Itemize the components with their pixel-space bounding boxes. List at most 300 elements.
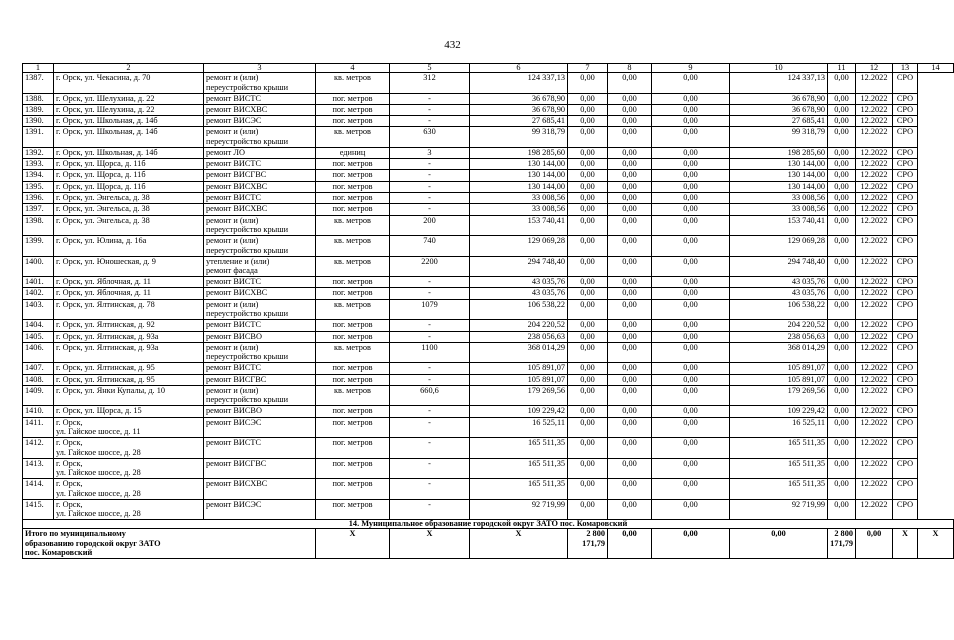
total-cost-cell: 109 229,42 bbox=[470, 406, 568, 417]
total-cell: 0,00 bbox=[608, 529, 652, 559]
completion-date-cell: 12.2022 bbox=[856, 499, 893, 520]
unit-cell: пог. метров bbox=[316, 277, 390, 288]
value-cell: 0,00 bbox=[828, 374, 856, 385]
quantity-cell: - bbox=[390, 204, 470, 215]
value-cell: 130 144,00 bbox=[730, 181, 828, 192]
row-number: 1407. bbox=[23, 363, 54, 374]
value-cell: 0,00 bbox=[568, 288, 608, 299]
row-number: 1412. bbox=[23, 438, 54, 459]
row-number: 1395. bbox=[23, 181, 54, 192]
unit-cell: пог. метров bbox=[316, 458, 390, 479]
quantity-cell: - bbox=[390, 406, 470, 417]
value-cell: 0,00 bbox=[568, 406, 608, 417]
column-number-cell: 10 bbox=[730, 64, 828, 73]
completion-date-cell: 12.2022 bbox=[856, 159, 893, 170]
value-cell: 0,00 bbox=[652, 406, 730, 417]
completion-date-cell: 12.2022 bbox=[856, 479, 893, 500]
unit-cell: кв. метров bbox=[316, 256, 390, 277]
value-cell: 0,00 bbox=[608, 159, 652, 170]
method-cell: СРО bbox=[893, 417, 918, 438]
value-cell: 0,00 bbox=[608, 215, 652, 236]
total-cost-cell: 204 220,52 bbox=[470, 320, 568, 331]
completion-date-cell: 12.2022 bbox=[856, 215, 893, 236]
value-cell: 0,00 bbox=[828, 93, 856, 104]
address-cell: г. Орск, ул. Юношеская, д. 9 bbox=[54, 256, 204, 277]
completion-date-cell: 12.2022 bbox=[856, 236, 893, 257]
value-cell: 0,00 bbox=[568, 417, 608, 438]
value-cell: 0,00 bbox=[568, 342, 608, 363]
table-row bbox=[23, 193, 954, 204]
table-row bbox=[23, 256, 954, 277]
column-number-cell: 13 bbox=[893, 64, 918, 73]
method-cell: СРО bbox=[893, 277, 918, 288]
address-cell: г. Орск, ул. Школьная, д. 14б bbox=[54, 147, 204, 158]
total-cost-cell: 105 891,07 bbox=[470, 374, 568, 385]
work-type-cell: ремонт ВИСГВС bbox=[204, 458, 316, 479]
quantity-cell: - bbox=[390, 288, 470, 299]
value-cell: 0,00 bbox=[828, 181, 856, 192]
unit-cell: пог. метров bbox=[316, 116, 390, 127]
value-cell: 0,00 bbox=[652, 374, 730, 385]
value-cell: 43 035,76 bbox=[730, 277, 828, 288]
value-cell: 0,00 bbox=[608, 93, 652, 104]
completion-date-cell: 12.2022 bbox=[856, 363, 893, 374]
total-cost-cell: 129 069,28 bbox=[470, 236, 568, 257]
column-number-cell: 2 bbox=[54, 64, 204, 73]
method-cell: СРО bbox=[893, 479, 918, 500]
column-number-row bbox=[23, 64, 954, 73]
value-cell: 109 229,42 bbox=[730, 406, 828, 417]
quantity-cell: - bbox=[390, 331, 470, 342]
address-cell: г. Орск, ул. Гайское шоссе, д. 28 bbox=[54, 499, 204, 520]
row-number: 1405. bbox=[23, 331, 54, 342]
value-cell: 0,00 bbox=[608, 499, 652, 520]
value-cell: 36 678,90 bbox=[730, 93, 828, 104]
table-row bbox=[23, 277, 954, 288]
unit-cell: кв. метров bbox=[316, 299, 390, 320]
completion-date-cell: 12.2022 bbox=[856, 288, 893, 299]
work-type-cell: ремонт ВИСГВС bbox=[204, 374, 316, 385]
total-cost-cell: 105 891,07 bbox=[470, 363, 568, 374]
value-cell: 0,00 bbox=[568, 236, 608, 257]
value-cell: 0,00 bbox=[568, 147, 608, 158]
total-cost-cell: 33 008,56 bbox=[470, 204, 568, 215]
column-number-cell: 5 bbox=[390, 64, 470, 73]
value-cell: 0,00 bbox=[828, 299, 856, 320]
work-type-cell: ремонт и (или) переустройство крыши bbox=[204, 385, 316, 406]
completion-date-cell: 12.2022 bbox=[856, 73, 893, 94]
work-type-cell: ремонт и (или) переустройство крыши bbox=[204, 127, 316, 148]
address-cell: г. Орск, ул. Шелухина, д. 22 bbox=[54, 104, 204, 115]
section-title-row bbox=[23, 520, 954, 529]
value-cell: 0,00 bbox=[608, 288, 652, 299]
row-number: 1411. bbox=[23, 417, 54, 438]
unit-cell: пог. метров bbox=[316, 331, 390, 342]
method-cell: СРО bbox=[893, 104, 918, 115]
method-cell: СРО bbox=[893, 342, 918, 363]
value-cell: 0,00 bbox=[828, 458, 856, 479]
completion-date-cell: 12.2022 bbox=[856, 104, 893, 115]
work-type-cell: ремонт ВИСТС bbox=[204, 277, 316, 288]
table-row bbox=[23, 374, 954, 385]
total-cost-cell: 43 035,76 bbox=[470, 277, 568, 288]
value-cell: 0,00 bbox=[608, 417, 652, 438]
value-cell: 0,00 bbox=[652, 73, 730, 94]
value-cell: 179 269,56 bbox=[730, 385, 828, 406]
value-cell: 294 748,40 bbox=[730, 256, 828, 277]
work-type-cell: ремонт и (или) переустройство крыши bbox=[204, 236, 316, 257]
total-cell: 0,00 bbox=[730, 529, 828, 559]
quantity-cell: - bbox=[390, 277, 470, 288]
total-cost-cell: 179 269,56 bbox=[470, 385, 568, 406]
address-cell: г. Орск, ул. Энгельса, д. 38 bbox=[54, 204, 204, 215]
value-cell: 0,00 bbox=[608, 299, 652, 320]
method-cell: СРО bbox=[893, 116, 918, 127]
row-number: 1401. bbox=[23, 277, 54, 288]
value-cell: 0,00 bbox=[568, 479, 608, 500]
unit-cell: пог. метров bbox=[316, 417, 390, 438]
quantity-cell: 1100 bbox=[390, 342, 470, 363]
work-type-cell: утепление и (или) ремонт фасада bbox=[204, 256, 316, 277]
table-row bbox=[23, 104, 954, 115]
value-cell: 99 318,79 bbox=[730, 127, 828, 148]
total-row bbox=[23, 529, 954, 559]
table-row bbox=[23, 204, 954, 215]
value-cell: 0,00 bbox=[652, 147, 730, 158]
table-row bbox=[23, 127, 954, 148]
table-row bbox=[23, 331, 954, 342]
method-cell: СРО bbox=[893, 147, 918, 158]
value-cell: 0,00 bbox=[828, 417, 856, 438]
method-cell: СРО bbox=[893, 385, 918, 406]
value-cell: 0,00 bbox=[608, 73, 652, 94]
unit-cell: кв. метров bbox=[316, 236, 390, 257]
work-type-cell: ремонт и (или) переустройство крыши bbox=[204, 299, 316, 320]
quantity-cell: - bbox=[390, 499, 470, 520]
value-cell: 0,00 bbox=[828, 159, 856, 170]
completion-date-cell: 12.2022 bbox=[856, 331, 893, 342]
total-cost-cell: 165 511,35 bbox=[470, 458, 568, 479]
quantity-cell: - bbox=[390, 320, 470, 331]
section-title: 14. Муниципальное образование городской округ ЗАТО пос. Комаровский bbox=[23, 520, 954, 529]
unit-cell: кв. метров bbox=[316, 342, 390, 363]
value-cell: 0,00 bbox=[608, 320, 652, 331]
address-cell: г. Орск, ул. Гайское шоссе, д. 28 bbox=[54, 479, 204, 500]
unit-cell: пог. метров bbox=[316, 170, 390, 181]
value-cell: 0,00 bbox=[828, 331, 856, 342]
table-row bbox=[23, 479, 954, 500]
value-cell: 129 069,28 bbox=[730, 236, 828, 257]
method-cell: СРО bbox=[893, 406, 918, 417]
value-cell: 198 285,60 bbox=[730, 147, 828, 158]
value-cell: 0,00 bbox=[608, 127, 652, 148]
quantity-cell: - bbox=[390, 181, 470, 192]
value-cell: 0,00 bbox=[608, 104, 652, 115]
value-cell: 238 056,63 bbox=[730, 331, 828, 342]
address-cell: г. Орск, ул. Энгельса, д. 38 bbox=[54, 215, 204, 236]
value-cell: 0,00 bbox=[608, 479, 652, 500]
value-cell: 33 008,56 bbox=[730, 193, 828, 204]
total-cost-cell: 198 285,60 bbox=[470, 147, 568, 158]
table-row bbox=[23, 458, 954, 479]
quantity-cell: 1079 bbox=[390, 299, 470, 320]
total-cost-cell: 16 525,11 bbox=[470, 417, 568, 438]
value-cell: 0,00 bbox=[828, 236, 856, 257]
completion-date-cell: 12.2022 bbox=[856, 320, 893, 331]
row-number: 1399. bbox=[23, 236, 54, 257]
quantity-cell: - bbox=[390, 116, 470, 127]
total-cost-cell: 165 511,35 bbox=[470, 479, 568, 500]
completion-date-cell: 12.2022 bbox=[856, 342, 893, 363]
value-cell: 0,00 bbox=[608, 406, 652, 417]
table-row bbox=[23, 159, 954, 170]
work-type-cell: ремонт ВИСВО bbox=[204, 406, 316, 417]
address-cell: г. Орск, ул. Щорса, д. 11б bbox=[54, 170, 204, 181]
total-cell: X bbox=[390, 529, 470, 559]
total-cost-cell: 165 511,35 bbox=[470, 438, 568, 459]
address-cell: г. Орск, ул. Гайское шоссе, д. 28 bbox=[54, 438, 204, 459]
method-cell: СРО bbox=[893, 320, 918, 331]
value-cell: 0,00 bbox=[568, 499, 608, 520]
value-cell: 0,00 bbox=[568, 320, 608, 331]
address-cell: г. Орск, ул. Яблочная, д. 11 bbox=[54, 288, 204, 299]
repair-program-table bbox=[22, 63, 954, 559]
value-cell: 0,00 bbox=[828, 288, 856, 299]
total-cell: 2 800 171,79 bbox=[568, 529, 608, 559]
unit-cell: пог. метров bbox=[316, 181, 390, 192]
value-cell: 0,00 bbox=[608, 193, 652, 204]
total-cost-cell: 27 685,41 bbox=[470, 116, 568, 127]
quantity-cell: - bbox=[390, 193, 470, 204]
value-cell: 0,00 bbox=[828, 170, 856, 181]
table-row bbox=[23, 147, 954, 158]
work-type-cell: ремонт ВИСЭС bbox=[204, 116, 316, 127]
value-cell: 0,00 bbox=[652, 499, 730, 520]
value-cell: 0,00 bbox=[608, 116, 652, 127]
quantity-cell: - bbox=[390, 417, 470, 438]
completion-date-cell: 12.2022 bbox=[856, 193, 893, 204]
unit-cell: пог. метров bbox=[316, 320, 390, 331]
completion-date-cell: 12.2022 bbox=[856, 438, 893, 459]
method-cell: СРО bbox=[893, 374, 918, 385]
completion-date-cell: 12.2022 bbox=[856, 147, 893, 158]
value-cell: 0,00 bbox=[568, 277, 608, 288]
value-cell: 0,00 bbox=[568, 299, 608, 320]
row-number: 1387. bbox=[23, 73, 54, 94]
value-cell: 16 525,11 bbox=[730, 417, 828, 438]
row-number: 1400. bbox=[23, 256, 54, 277]
completion-date-cell: 12.2022 bbox=[856, 385, 893, 406]
quantity-cell: - bbox=[390, 104, 470, 115]
value-cell: 0,00 bbox=[608, 331, 652, 342]
value-cell: 0,00 bbox=[568, 215, 608, 236]
total-cost-cell: 43 035,76 bbox=[470, 288, 568, 299]
value-cell: 0,00 bbox=[568, 256, 608, 277]
value-cell: 0,00 bbox=[608, 458, 652, 479]
unit-cell: пог. метров bbox=[316, 104, 390, 115]
total-cell: X bbox=[918, 529, 954, 559]
value-cell: 0,00 bbox=[608, 385, 652, 406]
value-cell: 0,00 bbox=[652, 331, 730, 342]
value-cell: 153 740,41 bbox=[730, 215, 828, 236]
value-cell: 0,00 bbox=[652, 181, 730, 192]
method-cell: СРО bbox=[893, 181, 918, 192]
value-cell: 0,00 bbox=[652, 458, 730, 479]
column-number-cell: 1 bbox=[23, 64, 54, 73]
column-number-cell: 6 bbox=[470, 64, 568, 73]
method-cell: СРО bbox=[893, 363, 918, 374]
value-cell: 0,00 bbox=[828, 363, 856, 374]
completion-date-cell: 12.2022 bbox=[856, 406, 893, 417]
work-type-cell: ремонт ВИСХВС bbox=[204, 181, 316, 192]
column-number-cell: 3 bbox=[204, 64, 316, 73]
value-cell: 36 678,90 bbox=[730, 104, 828, 115]
column-number-cell: 14 bbox=[918, 64, 954, 73]
completion-date-cell: 12.2022 bbox=[856, 127, 893, 148]
value-cell: 0,00 bbox=[828, 147, 856, 158]
address-cell: г. Орск, ул. Щорса, д. 11б bbox=[54, 159, 204, 170]
value-cell: 0,00 bbox=[568, 181, 608, 192]
method-cell: СРО bbox=[893, 331, 918, 342]
value-cell: 0,00 bbox=[828, 116, 856, 127]
quantity-cell: - bbox=[390, 438, 470, 459]
table-row bbox=[23, 93, 954, 104]
page-number: 432 bbox=[444, 39, 461, 51]
value-cell: 165 511,35 bbox=[730, 479, 828, 500]
work-type-cell: ремонт ВИСГВС bbox=[204, 170, 316, 181]
value-cell: 0,00 bbox=[652, 204, 730, 215]
method-cell: СРО bbox=[893, 236, 918, 257]
quantity-cell: - bbox=[390, 93, 470, 104]
value-cell: 0,00 bbox=[828, 73, 856, 94]
unit-cell: кв. метров bbox=[316, 385, 390, 406]
work-type-cell: ремонт и (или) переустройство крыши bbox=[204, 342, 316, 363]
quantity-cell: - bbox=[390, 170, 470, 181]
row-number: 1392. bbox=[23, 147, 54, 158]
completion-date-cell: 12.2022 bbox=[856, 374, 893, 385]
completion-date-cell: 12.2022 bbox=[856, 417, 893, 438]
work-type-cell: ремонт ВИСТС bbox=[204, 159, 316, 170]
unit-cell: пог. метров bbox=[316, 288, 390, 299]
column-number-cell: 11 bbox=[828, 64, 856, 73]
completion-date-cell: 12.2022 bbox=[856, 170, 893, 181]
row-number: 1413. bbox=[23, 458, 54, 479]
quantity-cell: 312 bbox=[390, 73, 470, 94]
value-cell: 0,00 bbox=[828, 204, 856, 215]
total-cost-cell: 130 144,00 bbox=[470, 170, 568, 181]
value-cell: 0,00 bbox=[568, 159, 608, 170]
value-cell: 0,00 bbox=[568, 116, 608, 127]
quantity-cell: 660,6 bbox=[390, 385, 470, 406]
value-cell: 0,00 bbox=[608, 374, 652, 385]
value-cell: 0,00 bbox=[828, 193, 856, 204]
total-cost-cell: 294 748,40 bbox=[470, 256, 568, 277]
method-cell: СРО bbox=[893, 193, 918, 204]
work-type-cell: ремонт и (или) переустройство крыши bbox=[204, 215, 316, 236]
work-type-cell: ремонт ВИСХВС bbox=[204, 104, 316, 115]
address-cell: г. Орск, ул. Ялтинская, д. 78 bbox=[54, 299, 204, 320]
table-row bbox=[23, 363, 954, 374]
total-cost-cell: 153 740,41 bbox=[470, 215, 568, 236]
total-cost-cell: 368 014,29 bbox=[470, 342, 568, 363]
row-number: 1391. bbox=[23, 127, 54, 148]
total-label: Итого по муниципальному образованию городской округ ЗАТО пос. Комаровский bbox=[23, 529, 316, 559]
unit-cell: пог. метров bbox=[316, 93, 390, 104]
value-cell: 0,00 bbox=[608, 204, 652, 215]
address-cell: г. Орск, ул. Гайское шоссе, д. 11 bbox=[54, 417, 204, 438]
table-row bbox=[23, 288, 954, 299]
completion-date-cell: 12.2022 bbox=[856, 277, 893, 288]
table-row bbox=[23, 320, 954, 331]
address-cell: г. Орск, ул. Энгельса, д. 38 bbox=[54, 193, 204, 204]
value-cell: 105 891,07 bbox=[730, 363, 828, 374]
value-cell: 0,00 bbox=[652, 363, 730, 374]
column-number-cell: 4 bbox=[316, 64, 390, 73]
value-cell: 0,00 bbox=[608, 181, 652, 192]
value-cell: 0,00 bbox=[568, 385, 608, 406]
table-row bbox=[23, 342, 954, 363]
value-cell: 0,00 bbox=[568, 170, 608, 181]
quantity-cell: 2200 bbox=[390, 256, 470, 277]
row-number: 1398. bbox=[23, 215, 54, 236]
total-cell: X bbox=[316, 529, 390, 559]
row-number: 1402. bbox=[23, 288, 54, 299]
total-cost-cell: 238 056,63 bbox=[470, 331, 568, 342]
method-cell: СРО bbox=[893, 215, 918, 236]
value-cell: 0,00 bbox=[568, 127, 608, 148]
unit-cell: пог. метров bbox=[316, 374, 390, 385]
method-cell: СРО bbox=[893, 93, 918, 104]
value-cell: 0,00 bbox=[828, 320, 856, 331]
value-cell: 0,00 bbox=[608, 363, 652, 374]
unit-cell: кв. метров bbox=[316, 215, 390, 236]
quantity-cell: 3 bbox=[390, 147, 470, 158]
completion-date-cell: 12.2022 bbox=[856, 93, 893, 104]
unit-cell: пог. метров bbox=[316, 204, 390, 215]
value-cell: 0,00 bbox=[652, 438, 730, 459]
address-cell: г. Орск, ул. Яблочная, д. 11 bbox=[54, 277, 204, 288]
row-number: 1393. bbox=[23, 159, 54, 170]
address-cell: г. Орск, ул. Чекасина, д. 70 bbox=[54, 73, 204, 94]
value-cell: 0,00 bbox=[652, 320, 730, 331]
value-cell: 0,00 bbox=[568, 93, 608, 104]
value-cell: 0,00 bbox=[828, 406, 856, 417]
address-cell: г. Орск, ул. Янки Купалы, д. 10 bbox=[54, 385, 204, 406]
method-cell: СРО bbox=[893, 256, 918, 277]
quantity-cell: 740 bbox=[390, 236, 470, 257]
unit-cell: пог. метров bbox=[316, 438, 390, 459]
value-cell: 0,00 bbox=[828, 256, 856, 277]
address-cell: г. Орск, ул. Ялтинская, д. 95 bbox=[54, 374, 204, 385]
value-cell: 92 719,99 bbox=[730, 499, 828, 520]
total-cost-cell: 33 008,56 bbox=[470, 193, 568, 204]
unit-cell: кв. метров bbox=[316, 73, 390, 94]
table-row bbox=[23, 385, 954, 406]
completion-date-cell: 12.2022 bbox=[856, 116, 893, 127]
value-cell: 0,00 bbox=[608, 256, 652, 277]
work-type-cell: ремонт ВИСХВС bbox=[204, 479, 316, 500]
work-type-cell: ремонт ВИСХВС bbox=[204, 288, 316, 299]
value-cell: 0,00 bbox=[568, 193, 608, 204]
row-number: 1415. bbox=[23, 499, 54, 520]
quantity-cell: - bbox=[390, 374, 470, 385]
total-cell: X bbox=[470, 529, 568, 559]
value-cell: 33 008,56 bbox=[730, 204, 828, 215]
value-cell: 0,00 bbox=[568, 204, 608, 215]
work-type-cell: ремонт ВИСТС bbox=[204, 93, 316, 104]
unit-cell: пог. метров bbox=[316, 499, 390, 520]
method-cell: СРО bbox=[893, 204, 918, 215]
